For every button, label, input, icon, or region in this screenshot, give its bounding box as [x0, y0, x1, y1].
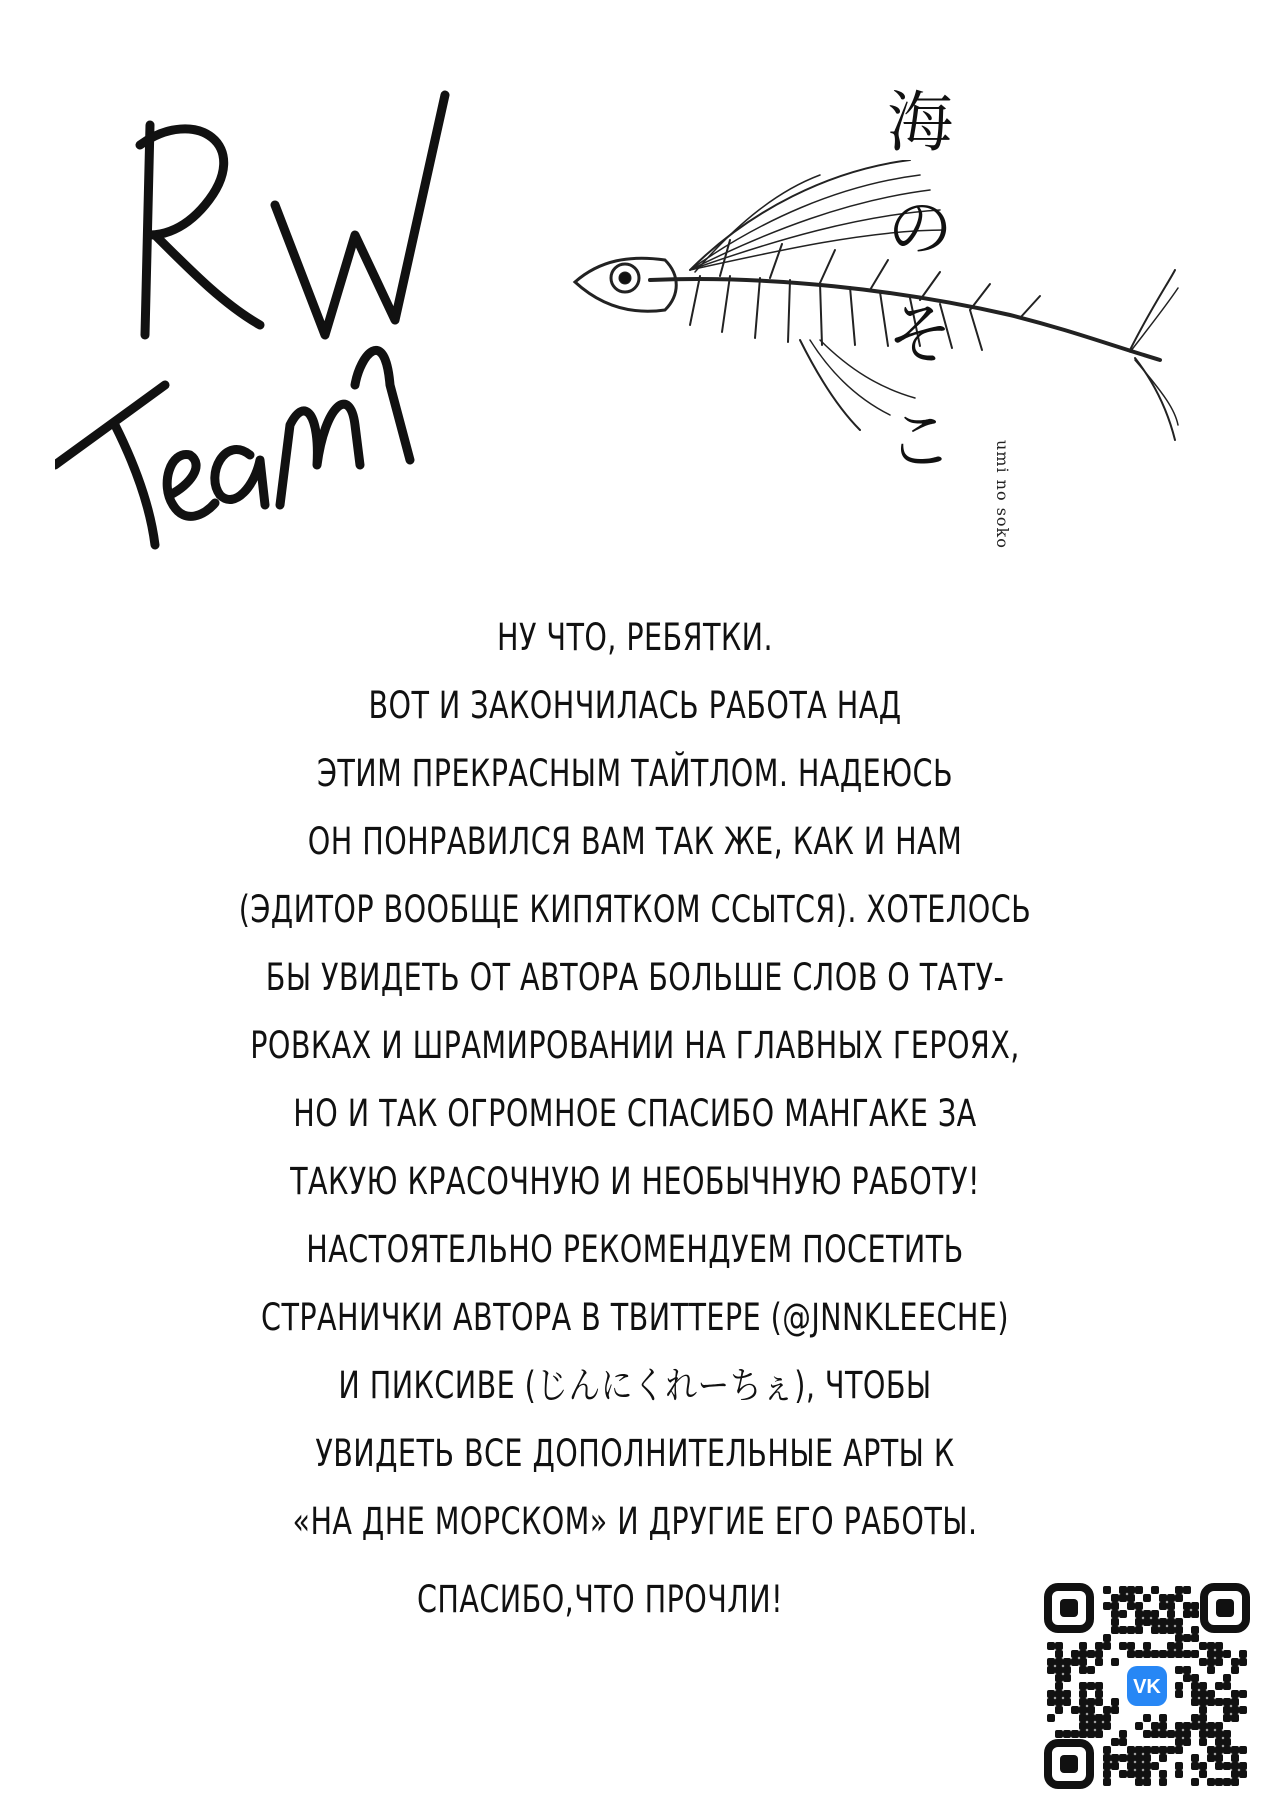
qr-module	[1199, 1698, 1207, 1706]
qr-module	[1223, 1730, 1231, 1738]
vk-qr-code[interactable]	[1044, 1583, 1250, 1789]
qr-module	[1143, 1594, 1151, 1602]
qr-module	[1055, 1730, 1063, 1738]
qr-module	[1119, 1770, 1127, 1778]
qr-module	[1167, 1610, 1175, 1618]
qr-module	[1175, 1594, 1183, 1602]
qr-module	[1215, 1754, 1223, 1762]
qr-module	[1191, 1650, 1199, 1658]
qr-module	[1135, 1618, 1143, 1626]
qr-module	[1159, 1746, 1167, 1754]
qr-module	[1223, 1738, 1231, 1746]
qr-module	[1079, 1658, 1087, 1666]
qr-module	[1103, 1602, 1111, 1610]
qr-module	[1199, 1738, 1207, 1746]
qr-module	[1111, 1738, 1119, 1746]
qr-module	[1119, 1730, 1127, 1738]
qr-module	[1191, 1754, 1199, 1762]
qr-module	[1223, 1746, 1231, 1754]
qr-module	[1167, 1618, 1175, 1626]
qr-module	[1103, 1754, 1111, 1762]
qr-module	[1175, 1690, 1183, 1698]
qr-module	[1127, 1642, 1135, 1650]
qr-module	[1143, 1650, 1151, 1658]
qr-module	[1207, 1730, 1215, 1738]
qr-module	[1191, 1722, 1199, 1730]
qr-module	[1207, 1754, 1215, 1762]
qr-module	[1191, 1714, 1199, 1722]
qr-module	[1079, 1666, 1087, 1674]
qr-module	[1143, 1754, 1151, 1762]
message-line: ТАКУЮ КРАСОЧНУЮ И НЕОБЫЧНУЮ РАБОТУ!	[290, 1160, 980, 1203]
qr-module	[1207, 1778, 1215, 1786]
qr-module	[1215, 1746, 1223, 1754]
qr-module	[1111, 1594, 1119, 1602]
qr-module	[1143, 1730, 1151, 1738]
qr-module	[1111, 1754, 1119, 1762]
qr-module	[1087, 1706, 1095, 1714]
qr-module	[1207, 1642, 1215, 1650]
qr-module	[1215, 1698, 1223, 1706]
qr-module	[1183, 1666, 1191, 1674]
qr-module	[1055, 1666, 1063, 1674]
qr-module	[1079, 1698, 1087, 1706]
qr-module	[1127, 1650, 1135, 1658]
qr-module	[1111, 1658, 1119, 1666]
qr-module	[1055, 1674, 1063, 1682]
qr-module	[1215, 1682, 1223, 1690]
qr-module	[1071, 1730, 1079, 1738]
qr-module	[1079, 1690, 1087, 1698]
qr-module	[1063, 1690, 1071, 1698]
qr-module	[1159, 1770, 1167, 1778]
qr-module	[1167, 1730, 1175, 1738]
qr-module	[1159, 1722, 1167, 1730]
qr-module	[1151, 1626, 1159, 1634]
qr-module	[1167, 1650, 1175, 1658]
qr-module	[1231, 1658, 1239, 1666]
qr-module	[1111, 1698, 1119, 1706]
qr-module	[1143, 1642, 1151, 1650]
qr-module	[1119, 1594, 1127, 1602]
qr-module	[1151, 1722, 1159, 1730]
qr-module	[1239, 1650, 1247, 1658]
qr-module	[1199, 1714, 1207, 1722]
qr-module	[1151, 1618, 1159, 1626]
qr-module	[1215, 1658, 1223, 1666]
qr-module	[1095, 1722, 1103, 1730]
qr-module	[1231, 1746, 1239, 1754]
qr-module	[1135, 1586, 1143, 1594]
qr-module	[1199, 1770, 1207, 1778]
qr-module	[1175, 1682, 1183, 1690]
qr-module	[1223, 1682, 1231, 1690]
qr-module	[1127, 1762, 1135, 1770]
qr-module	[1087, 1722, 1095, 1730]
qr-module	[1191, 1634, 1199, 1642]
qr-module	[1127, 1746, 1135, 1754]
qr-module	[1199, 1658, 1207, 1666]
qr-module	[1143, 1610, 1151, 1618]
qr-module	[1095, 1650, 1103, 1658]
qr-module	[1159, 1594, 1167, 1602]
qr-module	[1055, 1682, 1063, 1690]
qr-module	[1135, 1778, 1143, 1786]
qr-module	[1103, 1634, 1111, 1642]
qr-module	[1135, 1610, 1143, 1618]
qr-module	[1183, 1674, 1191, 1682]
qr-module	[1199, 1642, 1207, 1650]
qr-module	[1151, 1586, 1159, 1594]
romaji-title: umi no soko	[993, 440, 1012, 549]
thank-you-message	[184, 604, 1087, 1556]
qr-module	[1055, 1698, 1063, 1706]
qr-module	[1103, 1586, 1111, 1594]
qr-module	[1095, 1698, 1103, 1706]
qr-module	[1135, 1754, 1143, 1762]
qr-module	[1055, 1642, 1063, 1650]
qr-module	[1175, 1730, 1183, 1738]
qr-module	[1191, 1682, 1199, 1690]
qr-module	[1135, 1762, 1143, 1770]
japanese-title-char: の	[887, 190, 953, 267]
qr-module	[1103, 1746, 1111, 1754]
message-line: БЫ УВИДЕТЬ ОТ АВТОРА БОЛЬШЕ СЛОВ О ТАТУ-	[265, 956, 1005, 999]
qr-module	[1103, 1706, 1111, 1714]
qr-module	[1135, 1722, 1143, 1730]
qr-module	[1199, 1762, 1207, 1770]
qr-module	[1231, 1690, 1239, 1698]
qr-module	[1223, 1706, 1231, 1714]
message-line: «НА ДНЕ МОРСКОМ» И ДРУГИЕ ЕГО РАБОТЫ.	[292, 1500, 978, 1543]
qr-module	[1071, 1706, 1079, 1714]
qr-module	[1231, 1770, 1239, 1778]
message-line: ОН ПОНРАВИЛСЯ ВАМ ТАК ЖЕ, КАК И НАМ	[307, 820, 963, 863]
qr-module	[1047, 1666, 1055, 1674]
qr-module	[1159, 1602, 1167, 1610]
qr-module	[1191, 1690, 1199, 1698]
qr-module	[1103, 1642, 1111, 1650]
qr-module	[1239, 1762, 1247, 1770]
qr-module	[1175, 1666, 1183, 1674]
qr-module	[1095, 1642, 1103, 1650]
qr-module	[1215, 1762, 1223, 1770]
qr-module	[1175, 1618, 1183, 1626]
message-line: НАСТОЯТЕЛЬНО РЕКОМЕНДУЕМ ПОСЕТИТЬ	[306, 1228, 964, 1271]
qr-module	[1167, 1594, 1175, 1602]
qr-module	[1143, 1618, 1151, 1626]
message-line: ВОТ И ЗАКОНЧИЛАСЬ РАБОТА НАД	[368, 684, 902, 727]
qr-module	[1207, 1690, 1215, 1698]
qr-module	[1215, 1722, 1223, 1730]
qr-module	[1127, 1626, 1135, 1634]
message-line: НО И ТАК ОГРОМНОЕ СПАСИБО МАНГАКЕ ЗА	[293, 1092, 977, 1135]
qr-module	[1103, 1762, 1111, 1770]
qr-module	[1175, 1650, 1183, 1658]
qr-module	[1175, 1722, 1183, 1730]
qr-module	[1151, 1730, 1159, 1738]
qr-module	[1095, 1714, 1103, 1722]
qr-module	[1215, 1650, 1223, 1658]
qr-module	[1207, 1722, 1215, 1730]
qr-module	[1087, 1650, 1095, 1658]
qr-module	[1215, 1778, 1223, 1786]
qr-module	[1183, 1730, 1191, 1738]
qr-module	[1215, 1642, 1223, 1650]
japanese-title	[860, 84, 980, 580]
qr-module	[1175, 1770, 1183, 1778]
qr-module	[1071, 1658, 1079, 1666]
message-line: НУ ЧТО, РЕБЯТКИ.	[497, 616, 773, 659]
qr-module	[1079, 1682, 1087, 1690]
qr-module	[1183, 1738, 1191, 1746]
qr-module	[1167, 1642, 1175, 1650]
qr-module	[1103, 1770, 1111, 1778]
qr-module	[1199, 1690, 1207, 1698]
qr-module	[1159, 1730, 1167, 1738]
qr-module	[1191, 1610, 1199, 1618]
qr-module	[1223, 1714, 1231, 1722]
qr-module	[1159, 1618, 1167, 1626]
qr-module	[1119, 1610, 1127, 1618]
qr-module	[1095, 1658, 1103, 1666]
qr-module	[1207, 1666, 1215, 1674]
qr-module	[1167, 1626, 1175, 1634]
qr-module	[1111, 1602, 1119, 1610]
qr-module	[1047, 1714, 1055, 1722]
qr-module	[1239, 1770, 1247, 1778]
qr-module	[1183, 1650, 1191, 1658]
qr-module	[1191, 1602, 1199, 1610]
qr-module	[1159, 1626, 1167, 1634]
qr-module	[1079, 1730, 1087, 1738]
qr-module	[1055, 1706, 1063, 1714]
qr-module	[1079, 1650, 1087, 1658]
qr-module	[1135, 1746, 1143, 1754]
qr-module	[1207, 1698, 1215, 1706]
qr-module	[1087, 1698, 1095, 1706]
japanese-title-char: そ	[887, 296, 953, 373]
qr-module	[1231, 1754, 1239, 1762]
qr-module	[1231, 1762, 1239, 1770]
qr-module	[1183, 1586, 1191, 1594]
qr-module	[1143, 1746, 1151, 1754]
qr-module	[1191, 1778, 1199, 1786]
qr-module	[1111, 1762, 1119, 1770]
qr-module	[1127, 1594, 1135, 1602]
qr-module	[1175, 1738, 1183, 1746]
qr-module	[1135, 1602, 1143, 1610]
qr-module	[1087, 1682, 1095, 1690]
qr-module	[1215, 1730, 1223, 1738]
qr-module	[1135, 1626, 1143, 1634]
qr-module	[1159, 1650, 1167, 1658]
japanese-title-char: 海	[887, 84, 953, 161]
qr-module	[1175, 1762, 1183, 1770]
qr-module	[1055, 1658, 1063, 1666]
qr-module	[1199, 1722, 1207, 1730]
qr-module	[1151, 1746, 1159, 1754]
qr-module	[1079, 1722, 1087, 1730]
qr-module	[1143, 1770, 1151, 1778]
qr-module	[1063, 1730, 1071, 1738]
qr-module	[1183, 1634, 1191, 1642]
qr-module	[1167, 1602, 1175, 1610]
qr-module	[1191, 1762, 1199, 1770]
qr-module	[1135, 1650, 1143, 1658]
qr-module	[1047, 1690, 1055, 1698]
qr-module	[1167, 1746, 1175, 1754]
qr-module	[1191, 1674, 1199, 1682]
qr-module	[1239, 1746, 1247, 1754]
qr-module	[1183, 1722, 1191, 1730]
qr-module	[1063, 1658, 1071, 1666]
message-line: СТРАНИЧКИ АВТОРА В ТВИТТЕРЕ (@JNNKLEECHE)	[261, 1296, 1009, 1339]
qr-module	[1159, 1778, 1167, 1786]
qr-module	[1175, 1746, 1183, 1754]
qr-module	[1127, 1754, 1135, 1762]
qr-module	[1103, 1778, 1111, 1786]
qr-module	[1223, 1762, 1231, 1770]
message-line: (ЭДИТОР ВООБЩЕ КИПЯТКОМ ССЫТСЯ). ХОТЕЛОСЬ	[238, 888, 1032, 931]
qr-module	[1087, 1714, 1095, 1722]
qr-module	[1175, 1626, 1183, 1634]
qr-module	[1183, 1602, 1191, 1610]
qr-module	[1207, 1658, 1215, 1666]
qr-module	[1199, 1706, 1207, 1714]
qr-module	[1079, 1642, 1087, 1650]
qr-module	[1151, 1762, 1159, 1770]
qr-module	[1175, 1586, 1183, 1594]
qr-module	[1087, 1666, 1095, 1674]
message-line: И ПИКСИВЕ (じんにくれーちぇ), ЧТОБЫ	[338, 1364, 932, 1407]
qr-module	[1079, 1706, 1087, 1714]
qr-module	[1119, 1586, 1127, 1594]
qr-module	[1063, 1674, 1071, 1682]
qr-module	[1175, 1642, 1183, 1650]
qr-module	[1191, 1626, 1199, 1634]
qr-module	[1223, 1778, 1231, 1786]
qr-module	[1103, 1714, 1111, 1722]
qr-module	[1047, 1642, 1055, 1650]
qr-module	[1047, 1698, 1055, 1706]
qr-module	[1087, 1730, 1095, 1738]
qr-module	[1199, 1730, 1207, 1738]
qr-module	[1127, 1586, 1135, 1594]
qr-module	[1183, 1610, 1191, 1618]
vk-badge-label: VK	[1133, 1676, 1161, 1698]
qr-module	[1223, 1698, 1231, 1706]
japanese-title-char: こ	[887, 402, 953, 479]
qr-module	[1175, 1634, 1183, 1642]
qr-module	[1063, 1666, 1071, 1674]
message-line: РОВКАХ И ШРАМИРОВАНИИ НА ГЛАВНЫХ ГЕРОЯХ,	[250, 1024, 1020, 1067]
qr-module	[1143, 1714, 1151, 1722]
qr-module	[1111, 1618, 1119, 1626]
qr-module	[1143, 1778, 1151, 1786]
qr-module	[1159, 1714, 1167, 1722]
qr-module	[1223, 1674, 1231, 1682]
qr-module	[1095, 1682, 1103, 1690]
qr-module	[1095, 1690, 1103, 1698]
qr-module	[1151, 1650, 1159, 1658]
qr-module	[1207, 1650, 1215, 1658]
qr-module	[1111, 1706, 1119, 1714]
qr-module	[1095, 1730, 1103, 1738]
qr-module	[1119, 1642, 1127, 1650]
qr-module	[1055, 1650, 1063, 1658]
thanks-for-reading: СПАСИБО,ЧТО ПРОЧЛИ!	[416, 1578, 784, 1621]
qr-module	[1063, 1698, 1071, 1706]
qr-module	[1055, 1690, 1063, 1698]
qr-module	[1071, 1650, 1079, 1658]
qr-module	[1079, 1714, 1087, 1722]
qr-module	[1111, 1626, 1119, 1634]
qr-module	[1231, 1778, 1239, 1786]
qr-module	[1127, 1602, 1135, 1610]
qr-module	[1119, 1626, 1127, 1634]
qr-module	[1119, 1738, 1127, 1746]
qr-module	[1199, 1682, 1207, 1690]
qr-module	[1239, 1706, 1247, 1714]
qr-module	[1119, 1754, 1127, 1762]
qr-module	[1103, 1722, 1111, 1730]
qr-module	[1215, 1738, 1223, 1746]
qr-module	[1143, 1762, 1151, 1770]
qr-module	[1231, 1666, 1239, 1674]
qr-module	[1231, 1706, 1239, 1714]
qr-module	[1239, 1690, 1247, 1698]
qr-module	[1135, 1770, 1143, 1778]
qr-module	[1111, 1610, 1119, 1618]
qr-module	[1047, 1658, 1055, 1666]
rw-team-logo	[55, 85, 455, 575]
qr-module	[1231, 1714, 1239, 1722]
qr-module	[1159, 1754, 1167, 1762]
message-line: УВИДЕТЬ ВСЕ ДОПОЛНИТЕЛЬНЫЕ АРТЫ К	[315, 1432, 955, 1475]
message-line: ЭТИМ ПРЕКРАСНЫМ ТАЙТЛОМ. НАДЕЮСЬ	[316, 752, 954, 795]
qr-module	[1191, 1698, 1199, 1706]
qr-module	[1231, 1698, 1239, 1706]
qr-module	[1151, 1610, 1159, 1618]
qr-module	[1223, 1650, 1231, 1658]
qr-module	[1207, 1746, 1215, 1754]
qr-module	[1239, 1658, 1247, 1666]
qr-module	[1127, 1770, 1135, 1778]
